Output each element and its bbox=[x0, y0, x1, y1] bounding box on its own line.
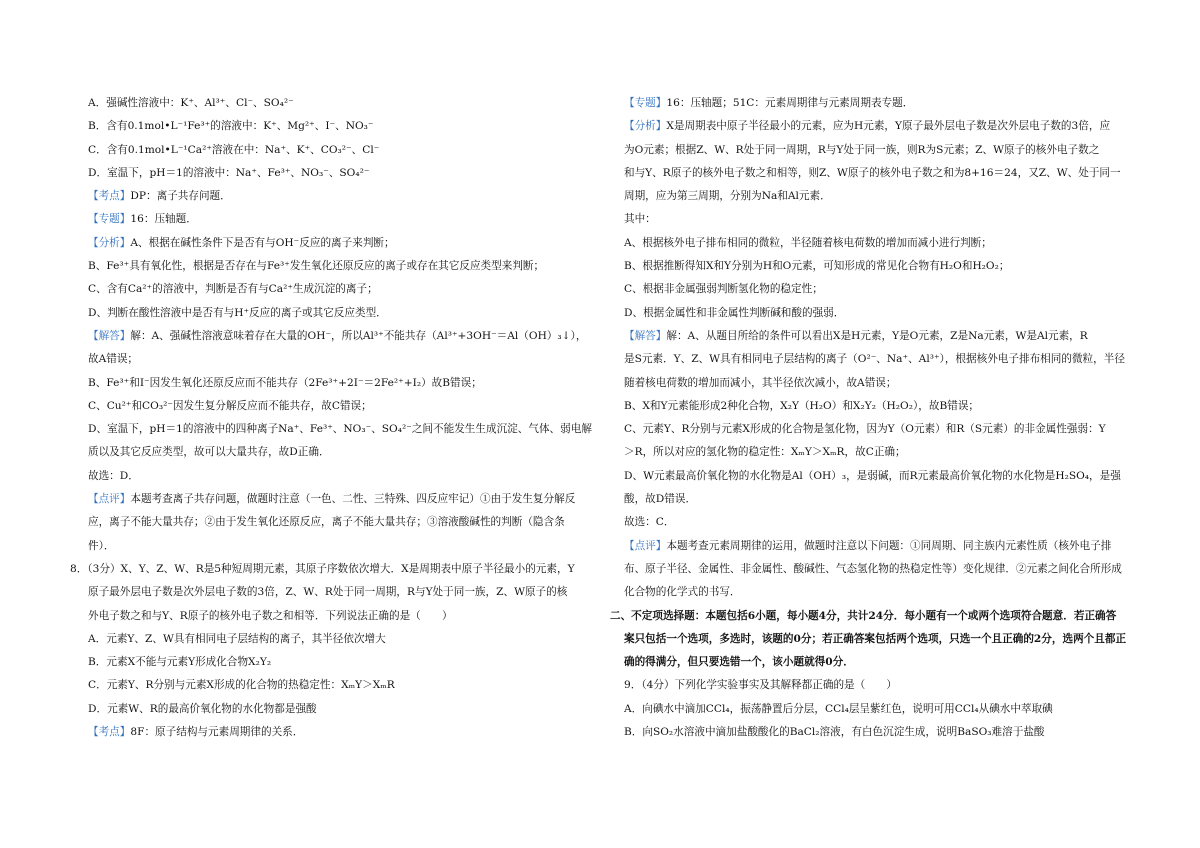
q8-stem-2: 原子最外层电子数是次外层电子数的3倍，Z、W、R处于同一周期，R与Y处于同一族，Z、W原子的核 bbox=[88, 586, 568, 599]
q8-option-a: A．元素Y、Z、W具有相同电子层结构的离子，其半径依次增大 bbox=[88, 632, 386, 645]
fenxi-line-3: C、含有Ca²⁺的溶液中，判断是否有与Ca²⁺生成沉淀的离子； bbox=[88, 283, 378, 296]
q8-stem-1: 8．（3分）X、Y、Z、W、R是5种短周期元素，其原子序数依次增大．X是周期表中原子半径最小的元素，Y bbox=[70, 562, 575, 575]
section2-line-3: 确的得满分，但只要选错一个，该小题就得0分． bbox=[624, 656, 854, 669]
r-fenxi-tag: 【分析】 bbox=[624, 120, 667, 133]
r-zhuanti-line bbox=[624, 92, 1134, 115]
fenxi-text: A、根据在碱性条件下是否有与OH⁻反应的离子来判断； bbox=[130, 236, 395, 249]
r-jieda-line-8: 酸，故D错误． bbox=[624, 493, 697, 506]
r-jieda-line-5: C、元素Y、R分别与元素X形成的化合物是氢化物，因为Y（O元素）和R（S元素）的非金属性强弱：Y bbox=[624, 423, 1106, 436]
q7-option-b: B．含有0.1mol•L⁻¹Fe³⁺的溶液中：K⁺、Mg²⁺、I⁻、NO₃⁻ bbox=[88, 120, 374, 133]
r-jieda-tag: 【解答】 bbox=[624, 329, 667, 342]
jieda-text: 解：A、强碱性溶液意味着存在大量的OH⁻，所以Al³⁺不能共存（Al³⁺+3OH⁻＝Al（OH）₃↓）， bbox=[130, 329, 587, 342]
q7-option-c: C．含有0.1mol•L⁻¹Ca²⁺溶液在中：Na⁺、K⁺、CO₃²⁻、Cl⁻ bbox=[88, 143, 380, 156]
fenxi-line-1 bbox=[88, 232, 593, 255]
q8-option-c: C．元素Y、R分别与元素X形成的化合物的热稳定性：XₘY＞XₘR bbox=[88, 679, 395, 692]
r-fenxi-text: X是周期表中原子半径最小的元素，应为H元素，Y原子最外层电子数是次外层电子数的3倍，应 bbox=[666, 120, 1111, 133]
r-jieda-line-6: ＞R，所以对应的氢化物的稳定性：XₘY＞XₘR，故C正确； bbox=[624, 446, 906, 459]
q8-option-b: B．元素X不能与元素Y形成化合物X₂Y₂ bbox=[88, 656, 272, 669]
kaodian2-text: 8F：原子结构与元素周期律的关系． bbox=[130, 726, 304, 739]
dianping-line-3: 件）． bbox=[88, 539, 115, 552]
section2-line-1: 二、不定项选择题：本题包括6小题，每小题4分，共计24分．每小题有一个或两个选项符合题意．若正确答 bbox=[610, 609, 1117, 622]
dianping-line-2: 应，离子不能大量共存；②由于发生氧化还原反应，离子不能大量共存；③溶液酸碱性的判断（隐含条 bbox=[88, 516, 565, 529]
section2-line-2: 案只包括一个选项，多选时，该题的0分；若正确答案包括两个选项，只选一个且正确的2分，选两个且都正 bbox=[624, 632, 1127, 645]
q7-option-a: A．强碱性溶液中：K⁺、Al³⁺、Cl⁻、SO₄²⁻ bbox=[88, 97, 294, 109]
q8-stem-3: 外电子数之和与Y、R原子的核外电子数之和相等．下列说法正确的是（ ） bbox=[88, 609, 453, 622]
r-dianping-line-1 bbox=[624, 535, 1134, 558]
q9-stem: 9．（4分）下列化学实验事实及其解释都正确的是（ ） bbox=[624, 679, 898, 692]
r-jieda-line-4: B、X和Y元素能形成2种化合物，X₂Y（H₂O）和X₂Y₂（H₂O₂），故B错误； bbox=[624, 399, 980, 412]
left-column bbox=[70, 92, 593, 744]
jieda-line-1 bbox=[88, 325, 593, 348]
jieda-line-7: 故选：D． bbox=[88, 469, 139, 482]
q9-option-a: A．向碘水中滴加CCl₄，振荡静置后分层，CCl₄层呈紫红色，说明可用CCl₄从碘水中萃取碘 bbox=[624, 702, 1053, 715]
r-jieda-line-1 bbox=[624, 325, 1134, 348]
q8-option-d: D．元素W、R的最高价氧化物的水化物都是强酸 bbox=[88, 702, 317, 715]
r-dianping-line-2: 布、原子半径、金属性、非金属性、酸碱性、气态氢化物的热稳定性等）变化规律．②元素之间化合所形成 bbox=[624, 562, 1122, 575]
kaodian-tag: 【考点】 bbox=[88, 190, 131, 203]
r-jieda-line-2: 是S元素．Y、Z、W具有相同电子层结构的离子（O²⁻、Na⁺、Al³⁺），根据核外电子排布相同的微粒，半径 bbox=[624, 353, 1125, 366]
r-fenxi-item-a: A、根据核外电子排布相同的微粒，半径随着核电荷数的增加而减小进行判断； bbox=[624, 236, 992, 249]
r-jieda-text: 解：A、从题目所给的条件可以看出X是H元素，Y是O元素，Z是Na元素，W是Al元素，R bbox=[666, 329, 1088, 342]
r-fenxi-line-1 bbox=[624, 115, 1134, 138]
jieda-line-4: C、Cu²⁺和CO₃²⁻因发生复分解反应而不能共存，故C错误； bbox=[88, 399, 372, 412]
r-fenxi-line-2: 为O元素；根据Z、W、R处于同一周期，R与Y处于同一族，则R为S元素；Z、W原子的核外电子数之 bbox=[624, 143, 1100, 156]
kaodian2-line bbox=[88, 721, 593, 744]
dianping-text: 本题考查离子共存问题，做题时注意（一色、二性、三特殊、四反应牢记）①由于发生复分解反 bbox=[130, 493, 576, 506]
dianping-line-1 bbox=[88, 488, 593, 511]
zhuanti-line bbox=[88, 208, 593, 231]
right-column bbox=[610, 92, 1134, 744]
jieda-line-2: 故A错误； bbox=[88, 353, 139, 366]
r-jieda-line-9: 故选：C． bbox=[624, 516, 675, 529]
r-dianping-tag: 【点评】 bbox=[624, 539, 667, 552]
q7-option-d: D．室温下，pH＝1的溶液中：Na⁺、Fe³⁺、NO₃⁻、SO₄²⁻ bbox=[88, 166, 370, 179]
r-fenxi-item-b: B、根据推断得知X和Y分别为H和O元素，可知形成的常见化合物有H₂O和H₂O₂； bbox=[624, 260, 1010, 273]
fenxi-line-2: B、Fe³⁺具有氧化性，根据是否存在与Fe³⁺发生氧化还原反应的离子或存在其它反应类型来判断； bbox=[88, 260, 545, 273]
r-fenxi-line-4: 周期，应为第三周期，分别为Na和Al元素． bbox=[624, 190, 831, 203]
zhuanti-text: 16：压轴题． bbox=[130, 213, 197, 226]
r-fenxi-item-c: C、根据非金属强弱判断氢化物的稳定性； bbox=[624, 283, 823, 296]
jieda-line-5: D、室温下，pH＝1的溶液中的四种离子Na⁺、Fe³⁺、NO₃⁻、SO₄²⁻之间不能发生生成沉淀、气体、弱电解 bbox=[88, 423, 592, 436]
r-dianping-text: 本题考查元素周期律的运用，做题时注意以下问题：①同周期、同主族内元素性质（核外电子排 bbox=[666, 539, 1112, 552]
r-jieda-line-3: 随着核电荷数的增加而减小，其半径依次减小，故A错误； bbox=[624, 376, 897, 389]
dianping-tag: 【点评】 bbox=[88, 493, 131, 506]
kaodian-text: DP：离子共存问题． bbox=[130, 190, 231, 203]
fenxi-line-4: D、判断在酸性溶液中是否有与H⁺反应的离子或其它反应类型． bbox=[88, 306, 387, 319]
jieda-tag: 【解答】 bbox=[88, 329, 131, 342]
zhuanti-tag: 【专题】 bbox=[88, 213, 131, 226]
r-zhuanti-tag: 【专题】 bbox=[624, 97, 667, 109]
r-zhuanti-text: 16：压轴题；51C：元素周期律与元素周期表专题． bbox=[666, 97, 914, 109]
jieda-line-6: 质以及其它反应类型，故可以大量共存，故D正确． bbox=[88, 446, 330, 459]
r-fenxi-item-d: D、根据金属性和非金属性判断碱和酸的强弱． bbox=[624, 306, 845, 319]
jieda-line-3: B、Fe³⁺和I⁻因发生氧化还原反应而不能共存（2Fe³⁺+2I⁻＝2Fe²⁺+I₂）故B错误； bbox=[88, 376, 482, 389]
r-jieda-line-7: D、W元素最高价氧化物的水化物是Al（OH）₃，是弱碱，而R元素最高价氧化物的水化物是H₂SO₄，是强 bbox=[624, 469, 1121, 482]
r-fenxi-line-3: 和与Y、R原子的核外电子数之和相等，则Z、W原子的核外电子数之和为8+16＝24，又Z、W、处于同一 bbox=[624, 166, 1121, 179]
q9-option-b: B．向SO₂水溶液中滴加盐酸酸化的BaCl₂溶液，有白色沉淀生成，说明BaSO₃难溶于盐酸 bbox=[624, 726, 1045, 739]
kaodian2-tag: 【考点】 bbox=[88, 726, 131, 739]
kaodian-line bbox=[88, 185, 593, 208]
fenxi-tag: 【分析】 bbox=[88, 236, 131, 249]
r-dianping-line-3: 化合物的化学式的书写． bbox=[624, 586, 741, 599]
r-qizhong: 其中： bbox=[624, 213, 656, 226]
